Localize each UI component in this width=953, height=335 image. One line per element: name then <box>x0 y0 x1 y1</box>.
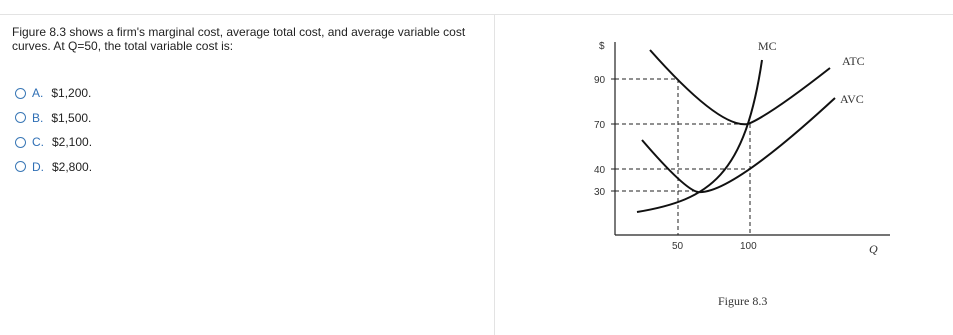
y-tick-90: 90 <box>594 75 606 86</box>
option-value: $1,200. <box>51 86 92 101</box>
figure-caption: Figure 8.3 <box>718 294 768 308</box>
y-tick-30: 30 <box>594 187 606 198</box>
avc-label: AVC <box>840 92 864 106</box>
y-tick-40: 40 <box>594 165 606 176</box>
option-letter: A. <box>32 86 44 101</box>
option-c[interactable] <box>15 130 92 155</box>
option-a[interactable] <box>15 81 92 106</box>
atc-label: ATC <box>842 54 865 68</box>
x-tick-100: 100 <box>740 241 757 252</box>
radio-button-icon[interactable] <box>15 88 26 99</box>
dashed-guides <box>615 79 750 235</box>
x-tick-50: 50 <box>672 241 684 252</box>
mc-curve <box>637 60 762 212</box>
y-tick-70: 70 <box>594 120 606 131</box>
option-letter: B. <box>32 110 44 125</box>
option-value: $2,100. <box>52 135 93 150</box>
y-axis-label: $ <box>599 41 605 52</box>
option-value: $2,800. <box>52 159 93 174</box>
option-letter: D. <box>32 159 44 174</box>
cost-curves-figure <box>580 30 900 325</box>
option-d[interactable] <box>15 155 92 180</box>
x-axis-label: Q <box>869 242 878 256</box>
atc-curve <box>650 50 830 124</box>
option-value: $1,500. <box>51 110 92 125</box>
radio-button-icon[interactable] <box>15 112 26 123</box>
radio-button-icon[interactable] <box>15 137 26 148</box>
mc-label: MC <box>758 39 777 53</box>
option-b[interactable] <box>15 106 92 131</box>
question-text: Figure 8.3 shows a firm's marginal cost, average total cost, and average variable cost curves. At Q=50, the total variable cost is: <box>12 25 466 53</box>
panel-divider <box>494 15 495 335</box>
top-rule <box>0 14 953 15</box>
cost-curves-svg <box>580 30 900 320</box>
option-letter: C. <box>32 135 44 150</box>
radio-button-icon[interactable] <box>15 161 26 172</box>
answer-options <box>15 81 92 179</box>
